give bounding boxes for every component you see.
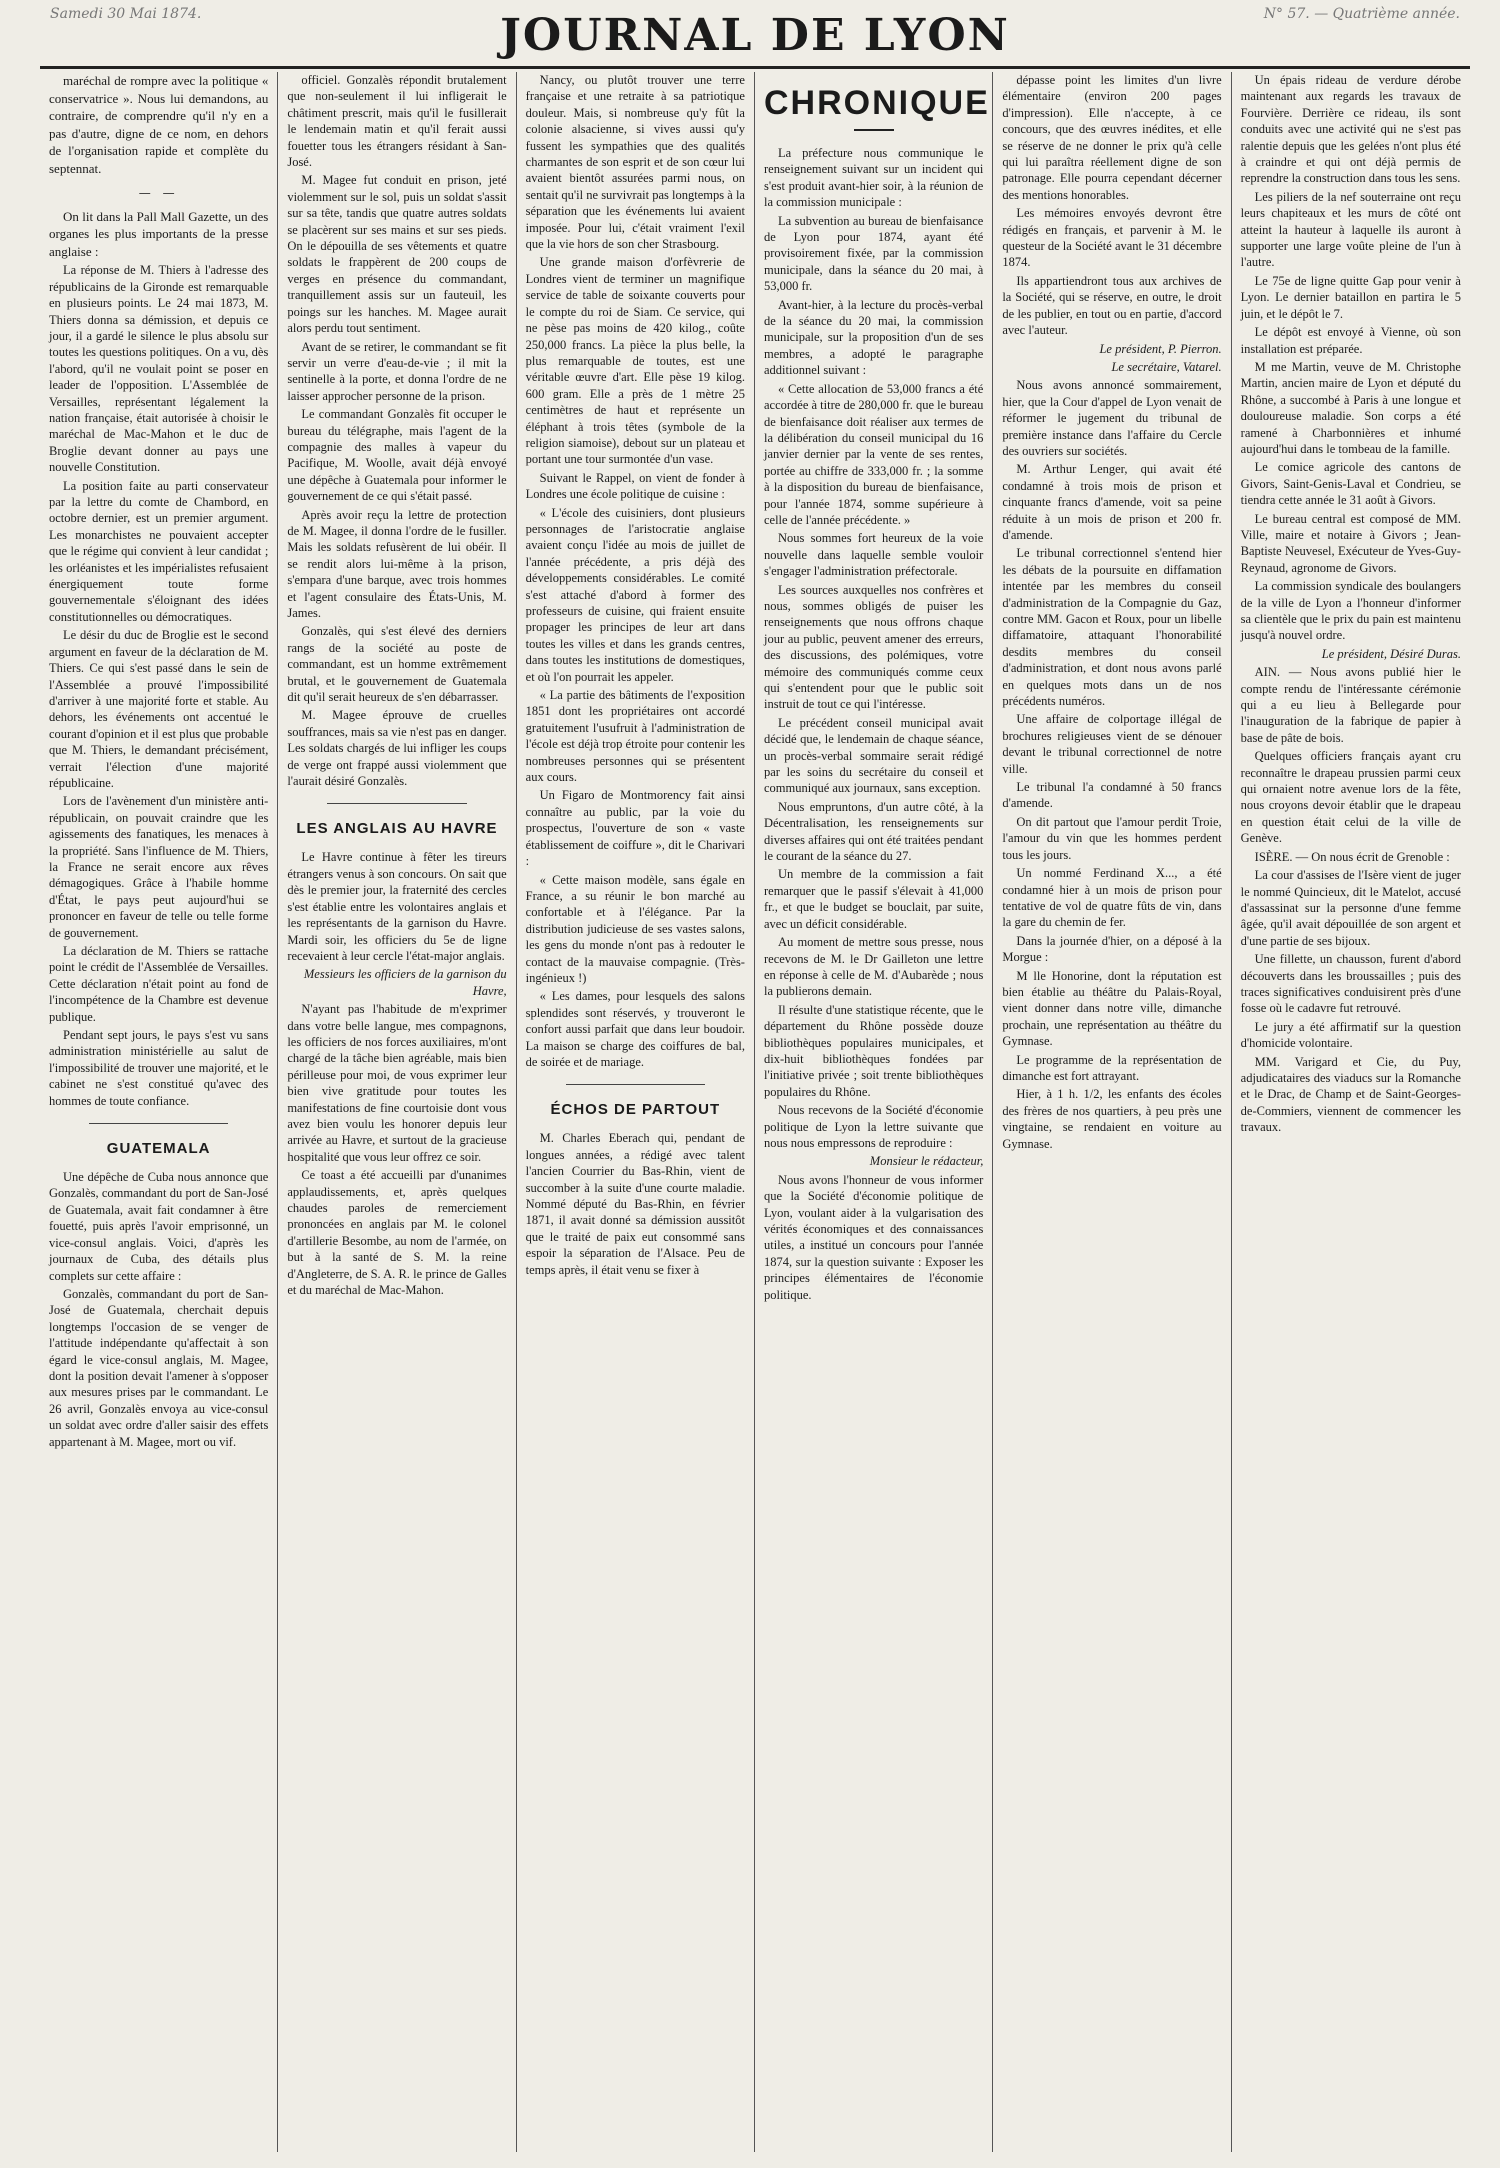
paragraph: Un épais rideau de verdure dérobe maintenant aux regards les travaux de Fourvière. Derrière ce rideau, ils sont conduits avec une activité qui ne s'est pas ralentie depuis que les gelées n'ont plus été à craindre et qui ont déjà permis de reprendre la construction dans tous les sens. — [1240, 73, 1461, 186]
salutation: Monsieur le rédacteur, — [869, 1154, 984, 1169]
paragraph: « Les dames, pour lesquels des salons splendides sont réservés, y trouveront le confort aussi parfait que dans leur boudoir. La maison se charge des coiffures de bal, de soirée et de mariage. — [525, 989, 745, 1069]
paragraph: Le programme de la représentation de dimanche est fort attrayant. — [1002, 1052, 1222, 1083]
paragraph: officiel. Gonzalès répondit brutalement que non-seulement il lui infligerait le châtiment prescrit, mais qu'il le fusillerait le lendemain matin et qu'il ferait aussi fouetter tous les étrangers résidant à San-José. — [287, 73, 507, 170]
paragraph: Une dépêche de Cuba nous annonce que Gonzalès, commandant du port de San-José de Guatemala, avait fait condamner à être fouetté, puis après l'avoir emprisonné, un vice-consul anglais. Voici, d'après les journaux de Cuba, des détails plus complets sur cette affaire : — [49, 1170, 269, 1283]
column-1 — [40, 72, 278, 2152]
paragraph: Le tribunal l'a condamné à 50 francs d'amende. — [1002, 780, 1222, 811]
paragraph: La subvention au bureau de bienfaisance de Lyon pour 1874, ayant été provisoirement fixée, par la commission municipale, dans la séance du 20 mai, à 53,000 fr. — [763, 213, 984, 294]
paragraph: M lle Honorine, dont la réputation est bien établie au théâtre du Palais-Royal, vient donner dans notre ville, dimanche prochain, une représentation au théâtre du Gymnase. — [1002, 968, 1222, 1049]
paragraph: Le 75e de ligne quitte Gap pour venir à Lyon. Le dernier bataillon en partira le 5 juin, et le dépôt le 7. — [1240, 273, 1461, 321]
chronique-heading: CHRONIQUE — [763, 84, 990, 122]
paragraph: M me Martin, veuve de M. Christophe Martin, ancien maire de Lyon et député du Rhône, a succombé à Paris à une longue et douloureuse maladie. Son corps a été ramené à Charbonnières et inhumé aujourd'hui dans le tombeau de la famille. — [1240, 359, 1461, 456]
paragraph: Nous empruntons, d'un autre côté, à la Décentralisation, les renseignements sur diverses affaires qui ont été traitées pendant le courant de la séance du 27. — [763, 799, 984, 864]
paragraph: Avant de se retirer, le commandant se fit servir un verre d'eau-de-vie ; il mit la sentinelle à la porte, et donna l'ordre de ne laisser approcher personne de la prison. — [287, 339, 507, 403]
paragraph: Le précédent conseil municipal avait décidé que, le lendemain de chaque séance, un procès-verbal sommaire serait rédigé par les soins du secrétaire du conseil et communiqué aux journaux, sans exception. — [763, 715, 984, 796]
paragraph: Les sources auxquelles nos confrères et nous, sommes obligés de puiser les renseignements que nous offrons chaque jour au public, peuvent amener des erreurs, des discussions, des polémiques, votre mémoire des communiqués comme ceux qui s'entendent pour que le public soit instruit de tout ce qui l'intéresse. — [763, 582, 984, 712]
paragraph: M. Magee fut conduit en prison, jeté violemment sur le sol, puis un soldat s'assit sur sa tête, tandis que quatre autres soldats se placèrent sur ses mains et sur ses pieds. On le dépouilla de ses vêtements et quatre soldats le frappèrent de 200 coups de verges en présence du commandant, tranquillement assis sur un fauteuil, les poings sur les hanches. M. Magee aurait alors perdu tout sentiment. — [287, 173, 507, 336]
paragraph: Nous avons annoncé sommairement, hier, que la Cour d'appel de Lyon venait de réformer le jugement du tribunal de première instance dans l'affaire du Cercle des ouvriers sur sociétés. — [1002, 378, 1222, 458]
paragraph: Messieurs les officiers de la garnison du Havre, — [303, 967, 507, 998]
paragraph: « Cette maison modèle, sans égale en France, a su réunir le bon marché au confortable et à l'élégance. Par la distribution judicieuse de ses vastes salons, les gens du monde n'ont pas à redouter le contact de la mauvaise compagnie. (Très-ingénieux !) — [525, 872, 745, 985]
paragraph: Au moment de mettre sous presse, nous recevons de M. le Dr Gailleton une lettre en réponse à celle de M. d'Aubarède ; nous la publierons demain. — [763, 935, 984, 999]
paragraph: Le dépôt est envoyé à Vienne, où son installation est préparée. — [1240, 325, 1461, 356]
column-3 — [517, 72, 755, 2152]
paragraph: La commission syndicale des boulangers de la ville de Lyon a l'honneur d'informer sa clientèle que le prix du pain est maintenu jusqu'à nouvel ordre. — [1240, 579, 1461, 643]
section-title-guatemala: GUATEMALA — [106, 1140, 211, 1158]
paragraph: ISÈRE. — On nous écrit de Grenoble : — [1254, 849, 1450, 864]
signature: Le président, Désiré Duras. — [1321, 646, 1461, 661]
paragraph: Un membre de la commission a fait remarquer que le passif s'élevait à 41,000 fr., et que le budget se bouclait, par suite, avec un déficit considérable. — [763, 867, 984, 931]
paragraph: Nous sommes fort heureux de la voie nouvelle dans laquelle semble vouloir s'engager l'administration préfectorale. — [763, 531, 984, 579]
paragraph: Dans la journée d'hier, on a déposé à la Morgue : — [1002, 933, 1222, 965]
signature: Le secrétaire, Vatarel. — [1111, 359, 1222, 374]
paragraph: Pendant sept jours, le pays s'est vu sans administration ministérielle au salut de l'impossibilité de trouver une majorité, et le cabinet ne s'est constitué qu'avec des hommes de toute confiance. — [49, 1028, 269, 1108]
paragraph: Le Havre continue à fêter les tireurs étrangers venus à son concours. On sait que dès le premier jour, la fraternité des cercles s'est établie entre les volontaires anglais et les représentants de la garnison du Havre. Mardi soir, les officiers du 5e de ligne recevaient à leur cercle l'état-major anglais. — [287, 850, 507, 963]
paragraph: Nous recevons de la Société d'économie politique de Lyon la lettre suivante que nous nous empressons de reproduire : — [763, 1103, 984, 1150]
paragraph: Ce toast a été accueilli par d'unanimes applaudissements, et, après quelques chaudes paroles de remerciement prononcées en anglais par M. le colonel d'artillerie Besombe, au nom de l'armée, on but à la santé de S. M. la reine d'Angleterre, de S. A. R. le prince de Galles et du maréchal de Mac-Mahon. — [287, 1168, 507, 1298]
paragraph: dépasse point les limites d'un livre élémentaire (environ 200 pages d'impression). Elle n'accepte, à ce concours, que des œuvres inédites, et elle se réserve de ne donner le prix qu'à celle qui lui paraîtra réellement digne de son patronage. Elle pourra cependant décerner des mentions honorables. — [1002, 73, 1222, 202]
paragraph: Gonzalès, qui s'est élevé des derniers rangs de la société au poste de commandant, est un homme extrêmement brutal, et le gouvernement de Guatemala dit qu'il serait heureux de s'en débarrasser. — [287, 624, 507, 705]
paragraph: La préfecture nous communique le renseignement suivant sur un incident qui s'est produit avant-hier soir, à la réunion de la commission municipale : — [763, 146, 984, 210]
paragraph: M. Charles Eberach qui, pendant de longues années, a rédigé avec talent l'ancien Courrier du Bas-Rhin, vient de succomber à la suite d'une courte maladie. Nommé député du Bas-Rhin, en février 1871, il avait donné sa démission aussitôt que le traité de paix eut consommé sans espoir la séparation de l'Alsace. Peu de temps après, il était venu se fixer à — [525, 1131, 745, 1277]
paragraph: maréchal de rompre avec la politique « conservatrice ». Nous lui demandons, au contraire, de comprendre qu'il n'y en a pas d'autre, digne de ce nom, en dehors de l'organisation rapide et complète du septennat. — [49, 73, 269, 176]
paragraph: Hier, à 1 h. 1/2, les enfants des écoles des frères de nos quartiers, à peu près une vingtaine, se rendaient en voiture au Gymnase. — [1002, 1087, 1222, 1151]
paragraph: Les piliers de la nef souterraine ont reçu leurs chapiteaux et les murs de côté ont atteint la hauteur à laquelle ils auront à supporter une large voûte pleine de l'un à l'autre. — [1240, 189, 1461, 270]
divider — [89, 1123, 228, 1124]
separator: — — — [138, 185, 179, 200]
paragraph: AIN. — Nous avons publié hier le compte rendu de l'intéressante cérémonie qui a eu lieu à Bellegarde pour l'inauguration de la fabrique de papier à base de pâte de bois. — [1240, 665, 1461, 745]
paragraph: Les mémoires envoyés devront être rédigés en français, et parvenir à M. le questeur de la Société avant le 31 décembre 1874. — [1002, 206, 1222, 270]
paragraph: « L'école des cuisiniers, dont plusieurs personnages de l'aristocratie anglaise avaient conçu l'idée au mois de juillet de l'année précédente, a pris déjà des développements considérables. Le comité s'est attaché d'abord à former des professeurs de cuisine, qui fraient ensuite propager les principes de leur art dans toutes les villes et dans les grands centres, dans toutes les institutions de domestiques, et où l'on pourrait les appeler. — [525, 505, 745, 684]
paragraph: Après avoir reçu la lettre de protection de M. Magee, il donna l'ordre de le fusiller. Mais les soldats refusèrent de lui obéir. Il se rendit alors lui-même à la prison, s'empara d'une barque, avec trois hommes et l'agent consulaire des États-Unis, M. James. — [287, 507, 507, 620]
column-6 — [1232, 72, 1470, 2152]
paragraph: MM. Varigard et Cie, du Puy, adjudicataires des viaducs sur la Romanche et le Drac, de Champ et de Saint-Georges-de-Commiers, viennent de commencer les travaux. — [1240, 1054, 1461, 1135]
paragraph: Le comice agricole des cantons de Givors, Saint-Genis-Laval et Condrieu, se tiendra cette année le 31 août à Givors. — [1240, 460, 1461, 508]
paragraph: « La partie des bâtiments de l'exposition 1851 dont les propriétaires ont accordé gratuitement l'usufruit à l'administration de l'école est déjà trop étroite pour contenir les nombreuses personnes qui se présentent aux cours. — [525, 688, 745, 785]
paragraph: La position faite au parti conservateur par la lettre du comte de Chambord, en octobre dernier, est un premier argument. Les monarchistes ne pouvaient accepter que le régime qui convient à leur candidat ; les orléanistes et les impérialistes refusaient énergiquement toute forme gouvernementale s'éloignant des idées constitutionnelles ou démocratiques. — [49, 478, 269, 624]
paragraph: Lors de l'avènement d'un ministère anti-républicain, on pouvait craindre que les agissements des fanatiques, les menaces à la propriété. Sans l'influence de M. Thiers, la France ne serait encore aux rêves démagogiques. Grâce à l'habile homme d'État, le pays peut aujourd'hui se prononcer en faveur de telle ou telle forme de gouvernement. — [49, 794, 269, 940]
paragraph: On dit partout que l'amour perdit Troie, l'amour du vin que les hommes perdent tous les jours. — [1002, 814, 1222, 862]
paragraph: Quelques officiers français ayant cru reconnaître le drapeau prussien parmi ceux qui ornaient notre avenue lors de la fête, nous croyons devoir établir que le drapeau en question était celui de la ville de Genève. — [1240, 749, 1461, 846]
heading-rule — [854, 129, 894, 131]
paragraph: Une fillette, un chausson, furent d'abord découverts dans les broussailles ; puis des traces significatives conduisirent près d'une fosse où le cadavre fut retrouvé. — [1240, 952, 1461, 1016]
paragraph: Une affaire de colportage illégal de brochures religieuses vient de se dénouer devant le tribunal correctionnel de notre ville. — [1002, 712, 1222, 776]
paragraph: Suivant le Rappel, on vient de fonder à Londres une école politique de cuisine : — [525, 470, 745, 502]
newspaper-title: JOURNAL DE LYON — [500, 10, 1010, 61]
paragraph: Un nommé Ferdinand X..., a été condamné hier à un mois de prison pour tentative de vol de quatre fûts de vin, dans la gare du chemin de fer. — [1002, 866, 1222, 930]
signature: Le président, P. Pierron. — [1099, 341, 1222, 356]
paragraph: M. Arthur Lenger, qui avait été condamné à trois mois de prison et cinquante francs d'amende, voit sa peine réduite à un mois de prison et 200 fr. d'amende. — [1002, 462, 1222, 542]
paragraph: La réponse de M. Thiers à l'adresse des républicains de la Gironde est remarquable en plusieurs points. Le 24 mai 1873, M. Thiers donna sa démission, et depuis ce jour, il a gardé le silence le plus absolu sur toutes les questions politiques. On a vu, dès l'abord, qu'il ne voulait point se poser en leader de l'opposition. L'Assemblée de Versailles, représentant légalement la nation française, était autorisée à choisir le maréchal de Mac-Mahon et le duc de Broglie devant donner au pays une nouvelle Constitution. — [49, 263, 269, 475]
column-4 — [755, 72, 993, 2152]
masthead — [40, 0, 1470, 69]
column-2 — [278, 72, 516, 2152]
masthead-date: Samedi 30 Mai 1874. — [50, 6, 202, 22]
paragraph: Un Figaro de Montmorency fait ainsi connaître au public, par la voie du prospectus, l'ouverture de son « vaste établissement de coiffure », dit le Charivari : — [525, 788, 745, 869]
paragraph: M. Magee éprouve de cruelles souffrances, mais sa vie n'est pas en danger. Les soldats chargés de lui infliger les coups de verge ont frappé aussi violemment que l'aurait désiré Gonzalès. — [287, 708, 507, 789]
section-title-echos: ÉCHOS DE PARTOUT — [550, 1101, 721, 1119]
paragraph: La déclaration de M. Thiers se rattache point le crédit de l'Assemblée de Versailles. Cette déclaration n'était point au fond de l'incompétence de la Chambre est devenue publique. — [49, 944, 269, 1024]
paragraph: « Cette allocation de 53,000 francs a été accordée à titre de 280,000 fr. que le bureau de bienfaisance doit réaliser aux termes de la délibération du conseil municipal du 16 janvier dernier par la vente de ses rentes, portée au chiffre de 333,000 fr. ; la somme à la disposition du bureau de bienfaisance, pour l'année 1874, somme supérieure à celle de l'année précédente. » — [763, 381, 984, 527]
paragraph: Le désir du duc de Broglie est le second argument en faveur de la déclaration de M. Thiers. Ce qui s'est passé dans le sein de l'Assemblée a prouvé l'impossibilité d'arriver à une majorité forte et stable. Au dehors, les événements ont accentué le courant d'opinion et il est plus que probable que M. Thiers, le demandant précisément, verrait l'élection d'une majorité républicaine. — [49, 628, 269, 790]
paragraph: La cour d'assises de l'Isère vient de juger le nommé Quincieux, dit le Matelot, accusé d'assassinat sur la personne d'une femme âgée, qu'il avait dépouillée de son argent et d'une partie de ses bijoux. — [1240, 868, 1461, 948]
paragraph: Il résulte d'une statistique récente, que le département du Rhône possède douze bibliothèques populaires municipales, et dix-huit bibliothèques fondées par l'initiative privée ; soit trente bibliothèques populaires du Rhône. — [763, 1002, 984, 1099]
paragraph: Le jury a été affirmatif sur la question d'homicide volontaire. — [1240, 1019, 1461, 1051]
divider — [566, 1084, 705, 1085]
column-5 — [993, 72, 1231, 2152]
paragraph: Nancy, ou plutôt trouver une terre française et une retraite à sa patriotique douleur. Mais, si nombreuse qu'y fût la colonie alsacienne, si vives aussi qu'y fussent les sympathies que des qualités charmantes de son esprit et de son cœur lui avaient bientôt assurées parmi nous, on sentait qu'il ne survivrait pas longtemps à la séparation que les événements lui avaient imposée. Pour lui, c'était vraiment l'exil que la vie hors de son cher Strasbourg. — [525, 73, 745, 252]
divider — [327, 803, 466, 804]
paragraph: N'ayant pas l'habitude de m'exprimer dans votre belle langue, mes compagnons, les officiers de nos forces auxiliaires, m'ont chargé de la tâche bien agréable, mais bien périlleuse pour moi, de vous exprimer leur bien vive gratitude pour toutes les manifestations de fine courtoisie dont vous avez bien voulu les honorer depuis leur arrivée au Havre, et surtout de la gracieuse hospitalité que vous leur offrez ce soir. — [287, 1002, 507, 1164]
paragraph: Ils appartiendront tous aux archives de la Société, qui se réserve, en outre, le droit de les publier, en tout ou en partie, d'accord avec l'auteur. — [1002, 273, 1222, 338]
article-columns — [40, 72, 1470, 2152]
paragraph: Le tribunal correctionnel s'entend hier les débats de la poursuite en diffamation intentée par les membres du conseil d'administration de la Compagnie du Gaz, contre MM. Gacon et Roux, pour un libelle diffamatoire, attaquant l'honorabilité desdits membres du conseil d'administration, et dont nous avons parlé en quelques mots dans un de nos précédents numéros. — [1002, 546, 1222, 709]
paragraph: On lit dans la Pall Mall Gazette, un des organes les plus importants de la presse anglaise : — [49, 208, 269, 259]
paragraph: Nous avons l'honneur de vous informer que la Société d'économie politique de Lyon, voulant aider à la vulgarisation des vérités économiques et des connaissances utiles, a institué un concours pour l'année 1874, sur la question suivante : Exposer les principes élémentaires de l'économie politique. — [763, 1172, 984, 1302]
paragraph: Le commandant Gonzalès fit occuper le bureau du télégraphe, mais l'agent de la compagnie des malles à vapeur du Pacifique, M. Woolle, avait déjà envoyé une dépêche à Guatemala pour informer le gouvernement de ce qui s'était passé. — [287, 407, 507, 504]
paragraph: Gonzalès, commandant du port de San-José de Guatemala, cherchait depuis longtemps l'occasion de se venger de l'attitude indépendante qu'affectait à son égard le vice-consul anglais, M. Magee, dont la position devait l'amener à s'opposer aux mesures prises par le commandant. Le 26 avril, Gonzalès envoya au vice-consul un soldat avec ordre d'aller saisir des effets appartenant à M. Magee, mort ou vif. — [49, 1286, 269, 1449]
masthead-issue: N° 57. — Quatrième année. — [1263, 6, 1460, 22]
paragraph: Une grande maison d'orfèvrerie de Londres vient de terminer un magnifique service de table de soixante couverts pour le compte du roi de Siam. Ce service, qui ne pèse pas moins de 420 kilog., coûte 250,000 francs. La pièce la plus belle, la plus remarquable de toutes, est une véritable œuvre d'art. Elle pèse 19 kilog. 600 gram. Elle a près de 1 mètre 25 centimètres de haut et représente un éléphant à trois têtes (symbole de la religion siamoise), debout sur un plateau et portant une tour surmontée d'un vase. — [525, 255, 745, 467]
section-title-havre: LES ANGLAIS AU HAVRE — [296, 820, 498, 838]
paragraph: Le bureau central est composé de MM. Ville, maire et notaire à Givors ; Jean-Baptiste Neuvesel, Exécuteur de Yves-Guy-Reynaud, agronome de Givors. — [1240, 511, 1461, 575]
paragraph: Avant-hier, à la lecture du procès-verbal de la séance du 20 mai, la commission municipale, sur la proposition d'un de ses membres, a adopté le paragraphe additionnel suivant : — [763, 297, 984, 378]
